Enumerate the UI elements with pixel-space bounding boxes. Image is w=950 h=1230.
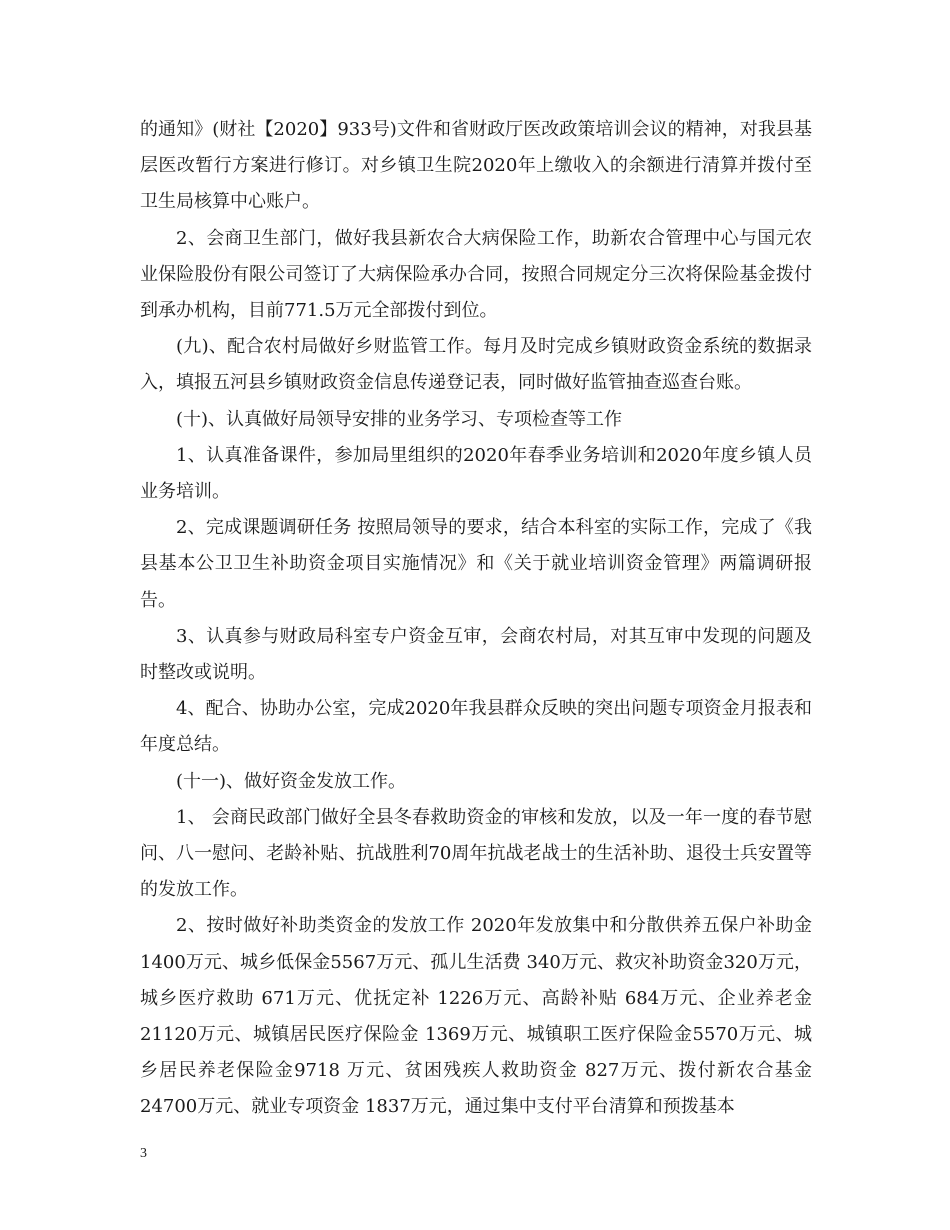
paragraph: 3、认真参与财政局科室专户资金互审，会商农村局，对其互审中发现的问题及时整改或说明。: [140, 625, 812, 684]
paragraph: 4、配合、协助办公室，完成2020年我县群众反映的突出问题专项资金月报表和年度总结。: [140, 698, 812, 756]
paragraph: 2、完成课题调研任务 按照局领导的要求，结合本科室的实际工作，完成了《我县基本公卫卫生补助资金项目实施情况》和《关于就业培训资金管理》两篇调研报告。: [140, 517, 812, 611]
paragraph: 2、会商卫生部门，做好我县新农合大病保险工作，助新农合管理中心与国元农业保险股份有限公司签订了大病保险承办合同，按照合同规定分三次将保险基金拨付到承办机构，目前771.5万元全部拨付到位。: [140, 227, 812, 322]
paragraph: 2、按时做好补助类资金的发放工作 2020年发放集中和分散供养五保户补助金 1400万元、城乡低保金5567万元、孤儿生活费 340万元、救灾补助资金320万元，城乡医疗救助 671万元、优抚定补 1226万元、高龄补贴 684万元、企业养老金21120万元、城镇居民医疗保险金 1369万元、城镇职工医疗保险金5570万元、城乡居民养老保险金9718 万元、贫困残疾人救助资金 827万元、拨付新农合基金 24700万元、就业专项资金 1837万元，通过集中支付平台清算和预拨基本: [140, 915, 812, 1118]
paragraph: (十一)、做好资金发放工作。: [176, 770, 407, 792]
paragraph: 1、认真准备课件，参加局里组织的2020年春季业务培训和2020年度乡镇人员业务培训。: [140, 444, 812, 503]
page-number: 3: [140, 1146, 147, 1161]
paragraph: 1、 会商民政部门做好全县冬春救助资金的审核和发放，以及一年一度的春节慰问、八一慰问、老龄补贴、抗战胜利70周年抗战老战士的生活补助、退役士兵安置等的发放工作。: [140, 806, 812, 901]
document-body: [140, 112, 812, 1126]
paragraph: 的通知》(财社【2020】933号)文件和省财政厅医改政策培训会议的精神，对我县基层医改暂行方案进行修订。对乡镇卫生院2020年上缴收入的余额进行清算并拨付至卫生局核算中心账户。: [140, 119, 812, 213]
paragraph: (九)、配合农村局做好乡财监管工作。每月及时完成乡镇财政资金系统的数据录入，填报五河县乡镇财政资金信息传递登记表，同时做好监管抽查巡查台账。: [140, 336, 812, 394]
paragraph: (十)、认真做好局领导安排的业务学习、专项检查等工作: [176, 408, 623, 430]
